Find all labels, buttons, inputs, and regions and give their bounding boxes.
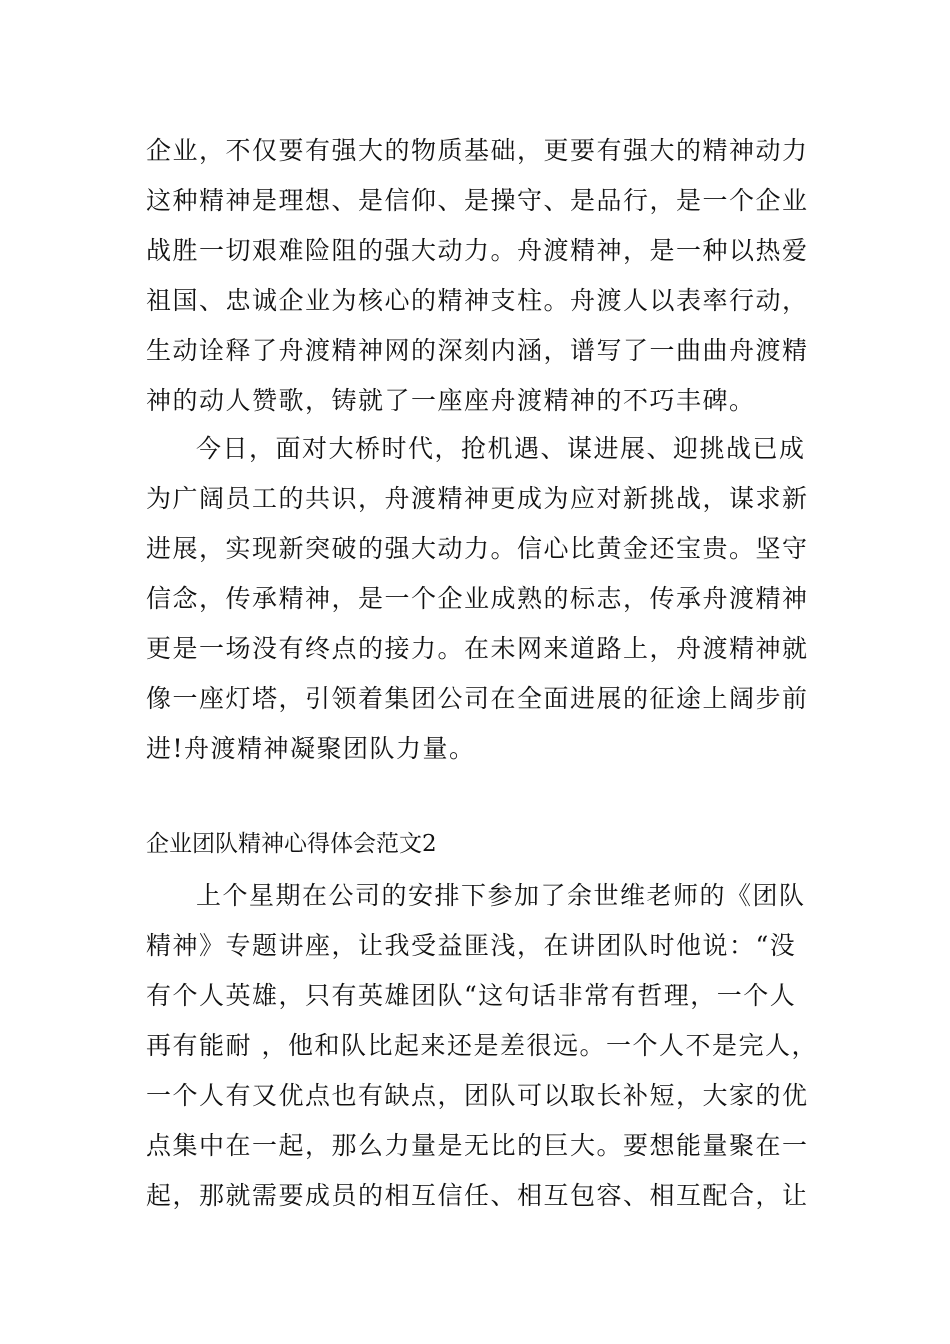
paragraph-1 (146, 126, 809, 426)
text-line: 战胜一切艰难险阻的强大动力。舟渡精神，是一种以热爱 (146, 236, 809, 265)
text-line: 再有能耐 ，他和队比起来还是差很远。一个人不是完人， (146, 1031, 818, 1060)
text-line: 起，那就需要成员的相互信任、相互包容、相互配合，让 (146, 1181, 809, 1210)
text-line: 这种精神是理想、是信仰、是操守、是品行，是一个企业 (146, 186, 809, 215)
text-line: 为广阔员工的共识，舟渡精神更成为应对新挑战，谋求新 (146, 484, 809, 513)
text-line: 进展，实现新突破的强大动力。信心比黄金还宝贵。坚守 (146, 534, 809, 563)
text-line: 有个人英雄，只有英雄团队“这句话非常有哲理，一个人 (146, 981, 797, 1010)
text-line: 进!舟渡精神凝聚团队力量。 (146, 734, 476, 763)
text-line: 神的动人赞歌，铸就了一座座舟渡精神的不巧丰碑。 (146, 386, 756, 415)
text-line: 更是一场没有终点的接力。在未网来道路上，舟渡精神就 (146, 634, 809, 663)
text-line: 信念，传承精神，是一个企业成熟的标志，传承舟渡精神 (146, 584, 809, 613)
paragraph-3 (146, 871, 818, 1221)
text-line: 像一座灯塔，引领着集团公司在全面进展的征途上阔步前 (146, 684, 809, 713)
text-line-indented: 上个星期在公司的安排下参加了余世维老师的《团队 (196, 881, 806, 910)
text-line: 点集中在一起，那么力量是无比的巨大。要想能量聚在一 (146, 1131, 809, 1160)
text-line: 祖国、忠诚企业为核心的精神支柱。舟渡人以表率行动， (146, 286, 809, 315)
text-line-indented: 今日，面对大桥时代，抢机遇、谋进展、迎挑战已成 (196, 434, 806, 463)
paragraph-2 (146, 424, 809, 774)
text-line: 一个人有又优点也有缺点，团队可以取长补短，大家的优 (146, 1081, 809, 1110)
section-heading: 企业团队精神心得体会范文2 (146, 831, 437, 857)
text-line: 生动诠释了舟渡精神网的深刻内涵，谱写了一曲曲舟渡精 (146, 336, 809, 365)
text-line: 精神》专题讲座，让我受益匪浅，在讲团队时他说：“没 (146, 931, 797, 960)
text-line: 企业，不仅要有强大的物质基础，更要有强大的精神动力 (146, 136, 809, 165)
